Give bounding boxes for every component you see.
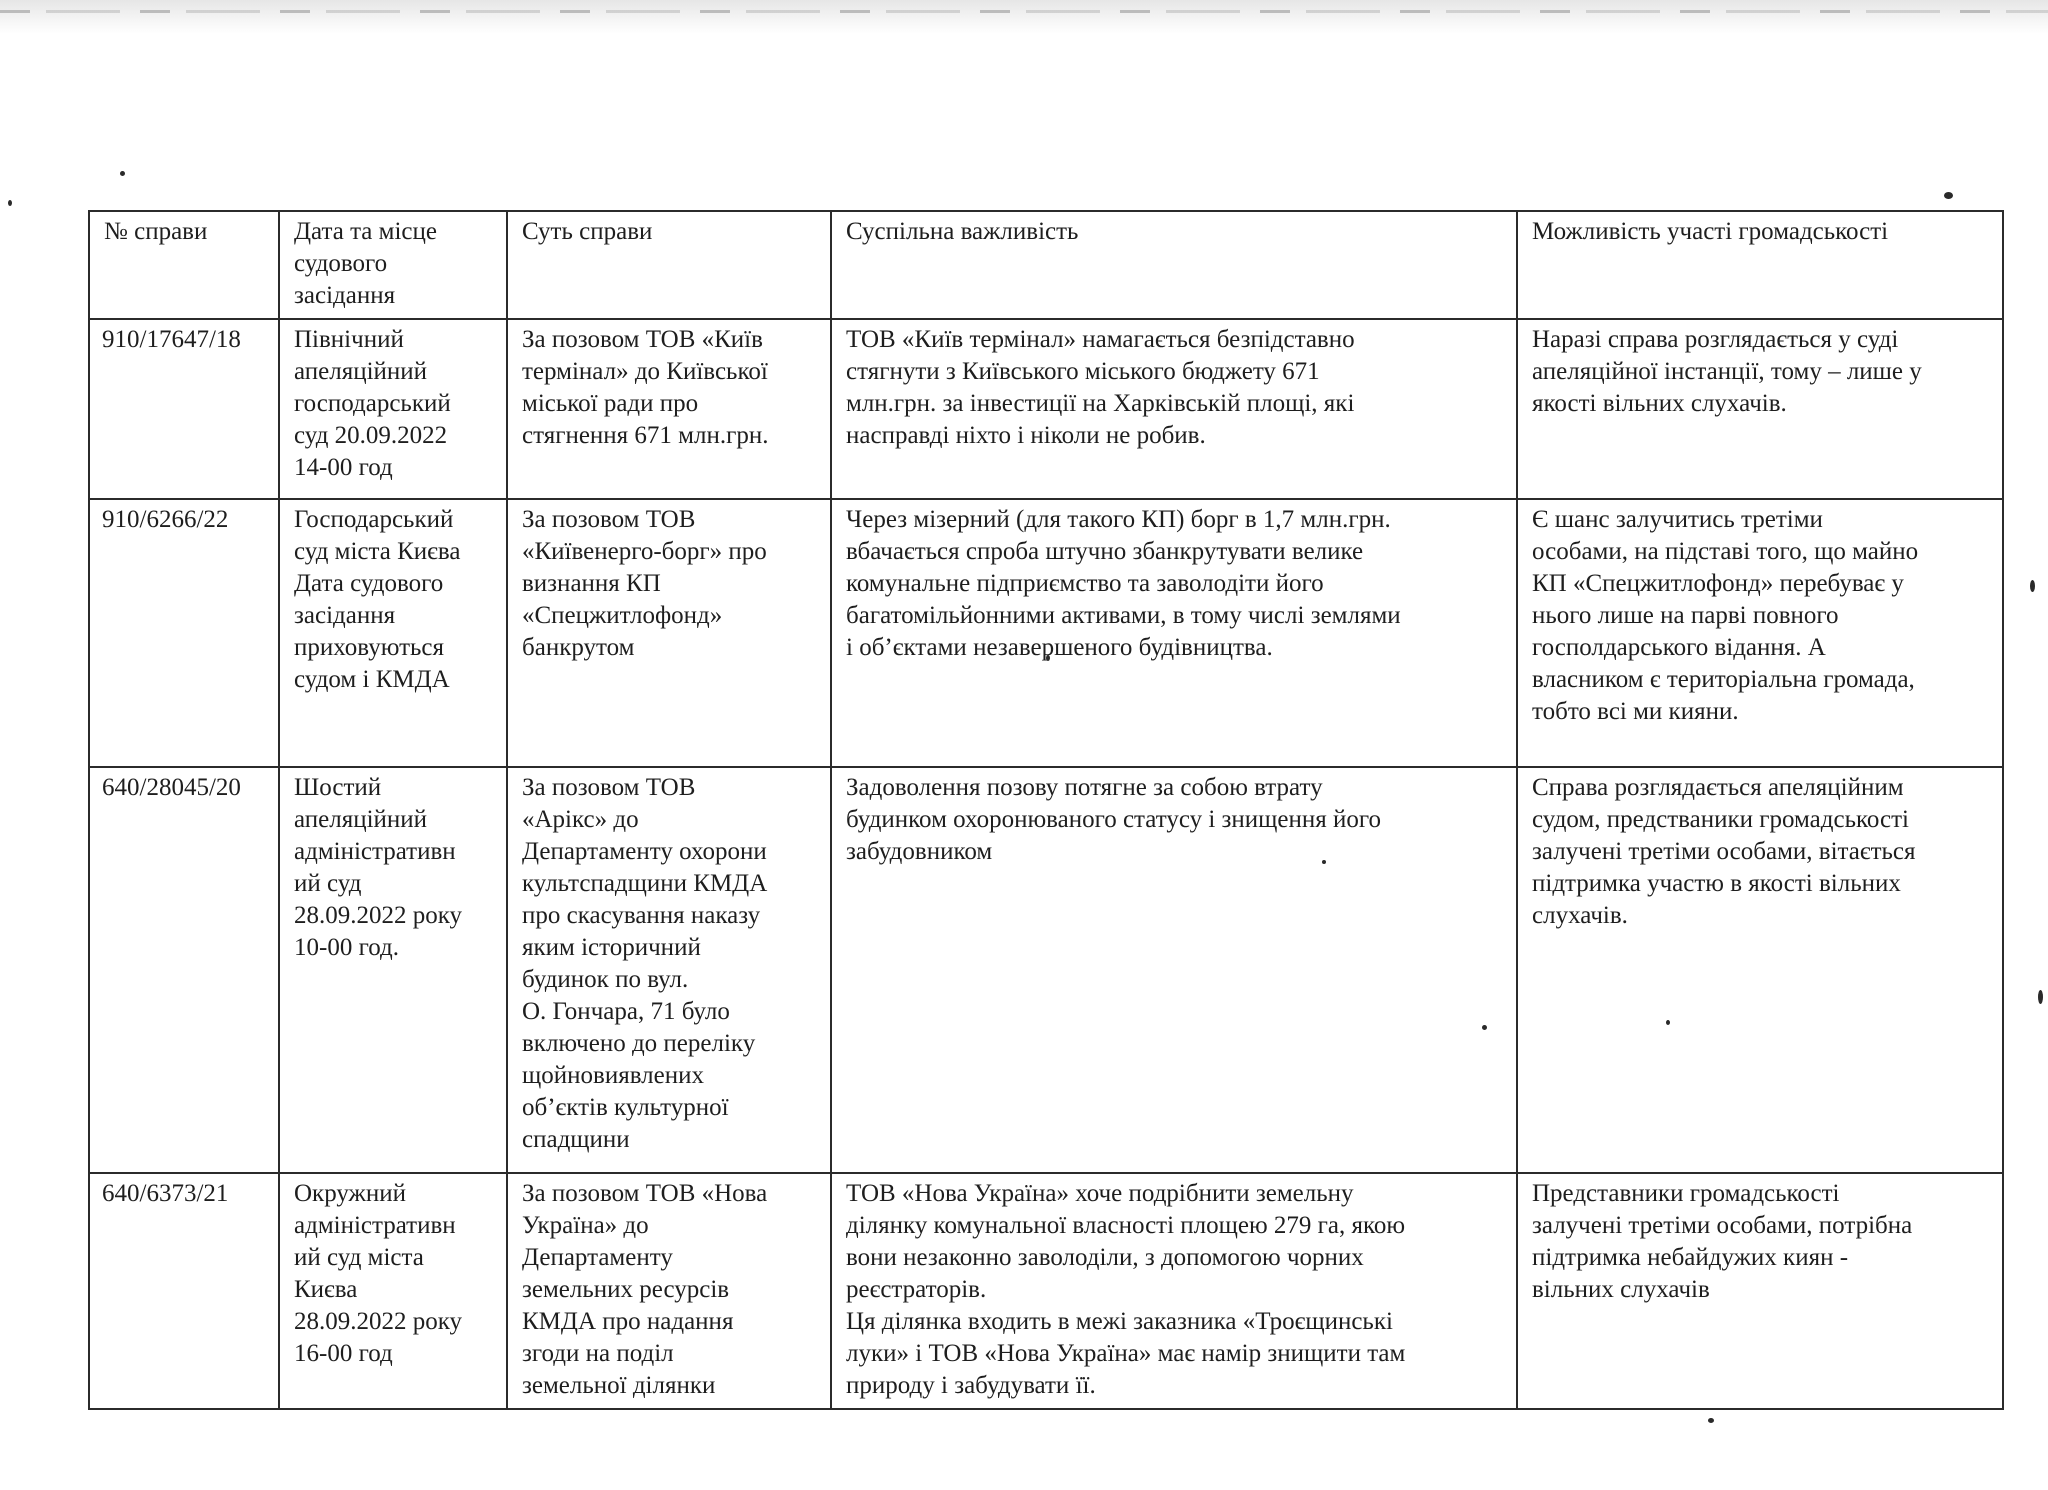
scan-speck — [8, 200, 12, 206]
public-importance: Задоволення позову потягне за собою втрату будинком охоронюваного статусу і знищення його забудовником — [831, 767, 1517, 1173]
scan-speck — [2030, 580, 2035, 592]
court-date-place: Шостий апеляційний адміністративн ий суд 28.09.2022 року 10-00 год. — [279, 767, 507, 1173]
table-row — [89, 499, 2003, 767]
scan-speck — [2038, 990, 2043, 1004]
court-date-place: Окружний адміністративн ий суд міста Києва 28.09.2022 року 16-00 год — [279, 1173, 507, 1409]
scan-speck — [120, 171, 125, 176]
case-number: 910/6266/22 — [89, 499, 279, 767]
case-number: 640/6373/21 — [89, 1173, 279, 1409]
case-essence: За позовом ТОВ «Арікс» до Департаменту охорони культспадщини КМДА про скасування наказу яким історичний будинок по вул. О. Гончара, 71 було включено до переліку щойновиявлених об’єктів культурної спадщини — [507, 767, 831, 1173]
public-participation: Є шанс залучитись третіми особами, на підставі того, що майно КП «Спецжитлофонд» перебуває у нього лише на парві повного госполдарського відання. А власником є територіальна громада, тобто всі ми кияни. — [1517, 499, 2003, 767]
court-date-place: Північний апеляційний господарський суд 20.09.2022 14-00 год — [279, 319, 507, 499]
court-date-place: Господарський суд міста Києва Дата судового засідання приховуються судом і КМДА — [279, 499, 507, 767]
header-case-essence: Суть справи — [507, 211, 831, 319]
table-row — [89, 767, 2003, 1173]
scan-speck — [1944, 192, 1953, 199]
public-participation: Наразі справа розглядається у суді апеляційної інстанції, тому – лише у якості вільних слухачів. — [1517, 319, 2003, 499]
header-case-number: № справи — [89, 211, 279, 319]
court-cases-table — [88, 210, 2004, 1410]
public-importance: Через мізерний (для такого КП) борг в 1,7 млн.грн. вбачається спроба штучно збанкрутувати велике комунальне підприємство та заволодіти його багатомільйонними активами, в тому числі землями і об’єктами незавершеного будівництва. — [831, 499, 1517, 767]
header-date-place: Дата та місце судового засідання — [279, 211, 507, 319]
public-importance: ТОВ «Київ термінал» намагається безпідставно стягнути з Київського міського бюджету 671 млн.грн. за інвестиції на Харківській площі, які насправді ніхто і ніколи не робив. — [831, 319, 1517, 499]
scan-speck — [1708, 1418, 1714, 1423]
header-public-importance: Суспільна важливість — [831, 211, 1517, 319]
scan-top-edge — [0, 0, 2048, 34]
public-participation: Представники громадськості залучені третіми особами, потрібна підтримка небайдужих киян - вільних слухачів — [1517, 1173, 2003, 1409]
case-number: 640/28045/20 — [89, 767, 279, 1173]
case-number: 910/17647/18 — [89, 319, 279, 499]
case-essence: За позовом ТОВ «Київенерго-борг» про визнання КП «Спецжитлофонд» банкрутом — [507, 499, 831, 767]
table-row — [89, 319, 2003, 499]
table-header-row — [89, 211, 2003, 319]
public-participation: Справа розглядається апеляційним судом, предстваники громадськості залучені третіми особами, вітається підтримка участю в якості вільних слухачів. — [1517, 767, 2003, 1173]
case-essence: За позовом ТОВ «Нова Україна» до Департаменту земельних ресурсів КМДА про надання згоди на поділ земельної ділянки — [507, 1173, 831, 1409]
case-essence: За позовом ТОВ «Київ термінал» до Київської міської ради про стягнення 671 млн.грн. — [507, 319, 831, 499]
table-row — [89, 1173, 2003, 1409]
public-importance: ТОВ «Нова Україна» хоче подрібнити земельну ділянку комунальної власності площею 279 га, якою вони незаконно заволоділи, з допомогою чорних реєстраторів. Ця ділянка входить в межі заказника «Троєщинські луки» і ТОВ «Нова Україна» має намір знищити там природу і забудувати її. — [831, 1173, 1517, 1409]
header-public-participation: Можливість участі громадськості — [1517, 211, 2003, 319]
